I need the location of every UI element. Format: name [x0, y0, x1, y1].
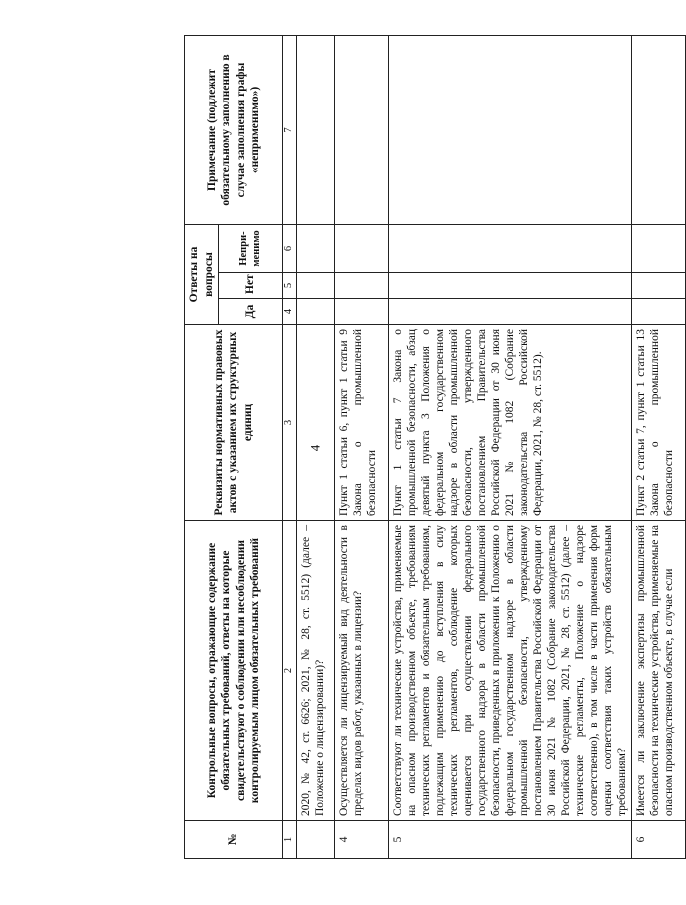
row-question: 2020, № 42, ст. 6626; 2021, № 28, ст. 5512) (далее – Положение о лицензировании)?: [296, 521, 334, 821]
colnum-4: 4: [283, 299, 297, 325]
note-cell[interactable]: [632, 36, 686, 225]
page-number: 4: [307, 444, 323, 452]
colnum-6: 6: [283, 225, 297, 273]
row-acts: Пункт 1 статьи 6, пункт 1 статьи 9 Закона о промышленной безопасности: [334, 325, 388, 521]
answer-no-cell[interactable]: [334, 273, 388, 299]
row-question: Осуществляется ли лицензируемый вид деятельности в пределах видов работ, указанных в лицензии?: [334, 521, 388, 821]
answer-yes-cell[interactable]: [388, 299, 631, 325]
answer-na-cell[interactable]: [388, 225, 631, 273]
row-acts: [296, 325, 334, 521]
header-acts: Реквизиты нормативных правовых актов с указанием их структурных единиц: [185, 325, 283, 521]
row-num: [296, 821, 334, 859]
colnum-5: 5: [283, 273, 297, 299]
header-yes: Да: [219, 299, 283, 325]
row-question: Соответствуют ли технические устройства, применяемые на опасном производственном объекте, требованиям технических регламентов и обязательным требованиям, подлежащим применению до вступления в силу технических регламентов, соблюдение которых оценивается при осуществлении федерального государственного надзора в области промышленной безопасности, приведенных в приложении к Положению о федеральном государственном надзоре в области промышленной безопасности, утвержденному постановлением Правительства Российской Федерации от 30 июня 2021 № 1082 (Собрание законодательства Российской Федерации, 2021, № 28, ст. 5512) (далее – технические регламенты, Положение о надзоре соответственно), в том числе в части применения форм оценки соответствия таких устройств обязательным требованиям?: [388, 521, 631, 821]
answer-no-cell[interactable]: [388, 273, 631, 299]
table-row: [334, 36, 388, 859]
colnum-3: 3: [283, 325, 297, 521]
header-no: Нет: [219, 273, 283, 299]
rotated-table-wrapper: [184, 36, 676, 859]
row-num: 6: [632, 821, 686, 859]
answer-na-cell[interactable]: [296, 225, 334, 273]
header-row-1: [185, 36, 219, 859]
colnum-1: 1: [283, 821, 297, 859]
table-row: [632, 36, 686, 859]
row-acts: Пункт 2 статьи 7, пункт 1 статьи 13 Закона о промышленной безопасности: [632, 325, 686, 521]
header-questions: Контрольные вопросы, отражающие содержание обязательных требований, ответы на которые свидетельствуют о соблюдении или несоблюдении контролируемым лицом обязательных требований: [185, 521, 283, 821]
answer-na-cell[interactable]: [632, 225, 686, 273]
row-num: 5: [388, 821, 631, 859]
note-cell[interactable]: [388, 36, 631, 225]
header-note: Примечание (подлежит обязательному заполнению в случае заполнения графы «неприменимо»): [185, 36, 283, 225]
answer-yes-cell[interactable]: [296, 299, 334, 325]
answer-na-cell[interactable]: [334, 225, 388, 273]
header-num: №: [185, 821, 283, 859]
column-numbers-row: [283, 36, 297, 859]
colnum-7: 7: [283, 36, 297, 225]
header-not-applicable: Непри-менимо: [219, 225, 283, 273]
answer-yes-cell[interactable]: [632, 299, 686, 325]
row-acts: Пункт 1 статьи 7 Закона о промышленной безопасности, абзац девятый пункта 3 Положения о федеральном государственном надзоре в области промышленной безопасности, утвержденного постановлением Правительства Российской Федерации от 30 июня 2021 № 1082 (Собрание законодательства Российской Федерации, 2021, № 28, ст. 5512).: [388, 325, 631, 521]
answer-no-cell[interactable]: [296, 273, 334, 299]
note-cell[interactable]: [296, 36, 334, 225]
colnum-2: 2: [283, 521, 297, 821]
table-row: [388, 36, 631, 859]
answer-yes-cell[interactable]: [334, 299, 388, 325]
note-cell[interactable]: [334, 36, 388, 225]
row-question: Имеется ли заключение экспертизы промышленной безопасности на технические устройства, применяемые на опасном производственном объекте, в случае если: [632, 521, 686, 821]
checklist-table: [184, 35, 686, 859]
row-num: 4: [334, 821, 388, 859]
answer-no-cell[interactable]: [632, 273, 686, 299]
table-row: [296, 36, 334, 859]
header-answers: Ответы на вопросы: [185, 225, 219, 325]
